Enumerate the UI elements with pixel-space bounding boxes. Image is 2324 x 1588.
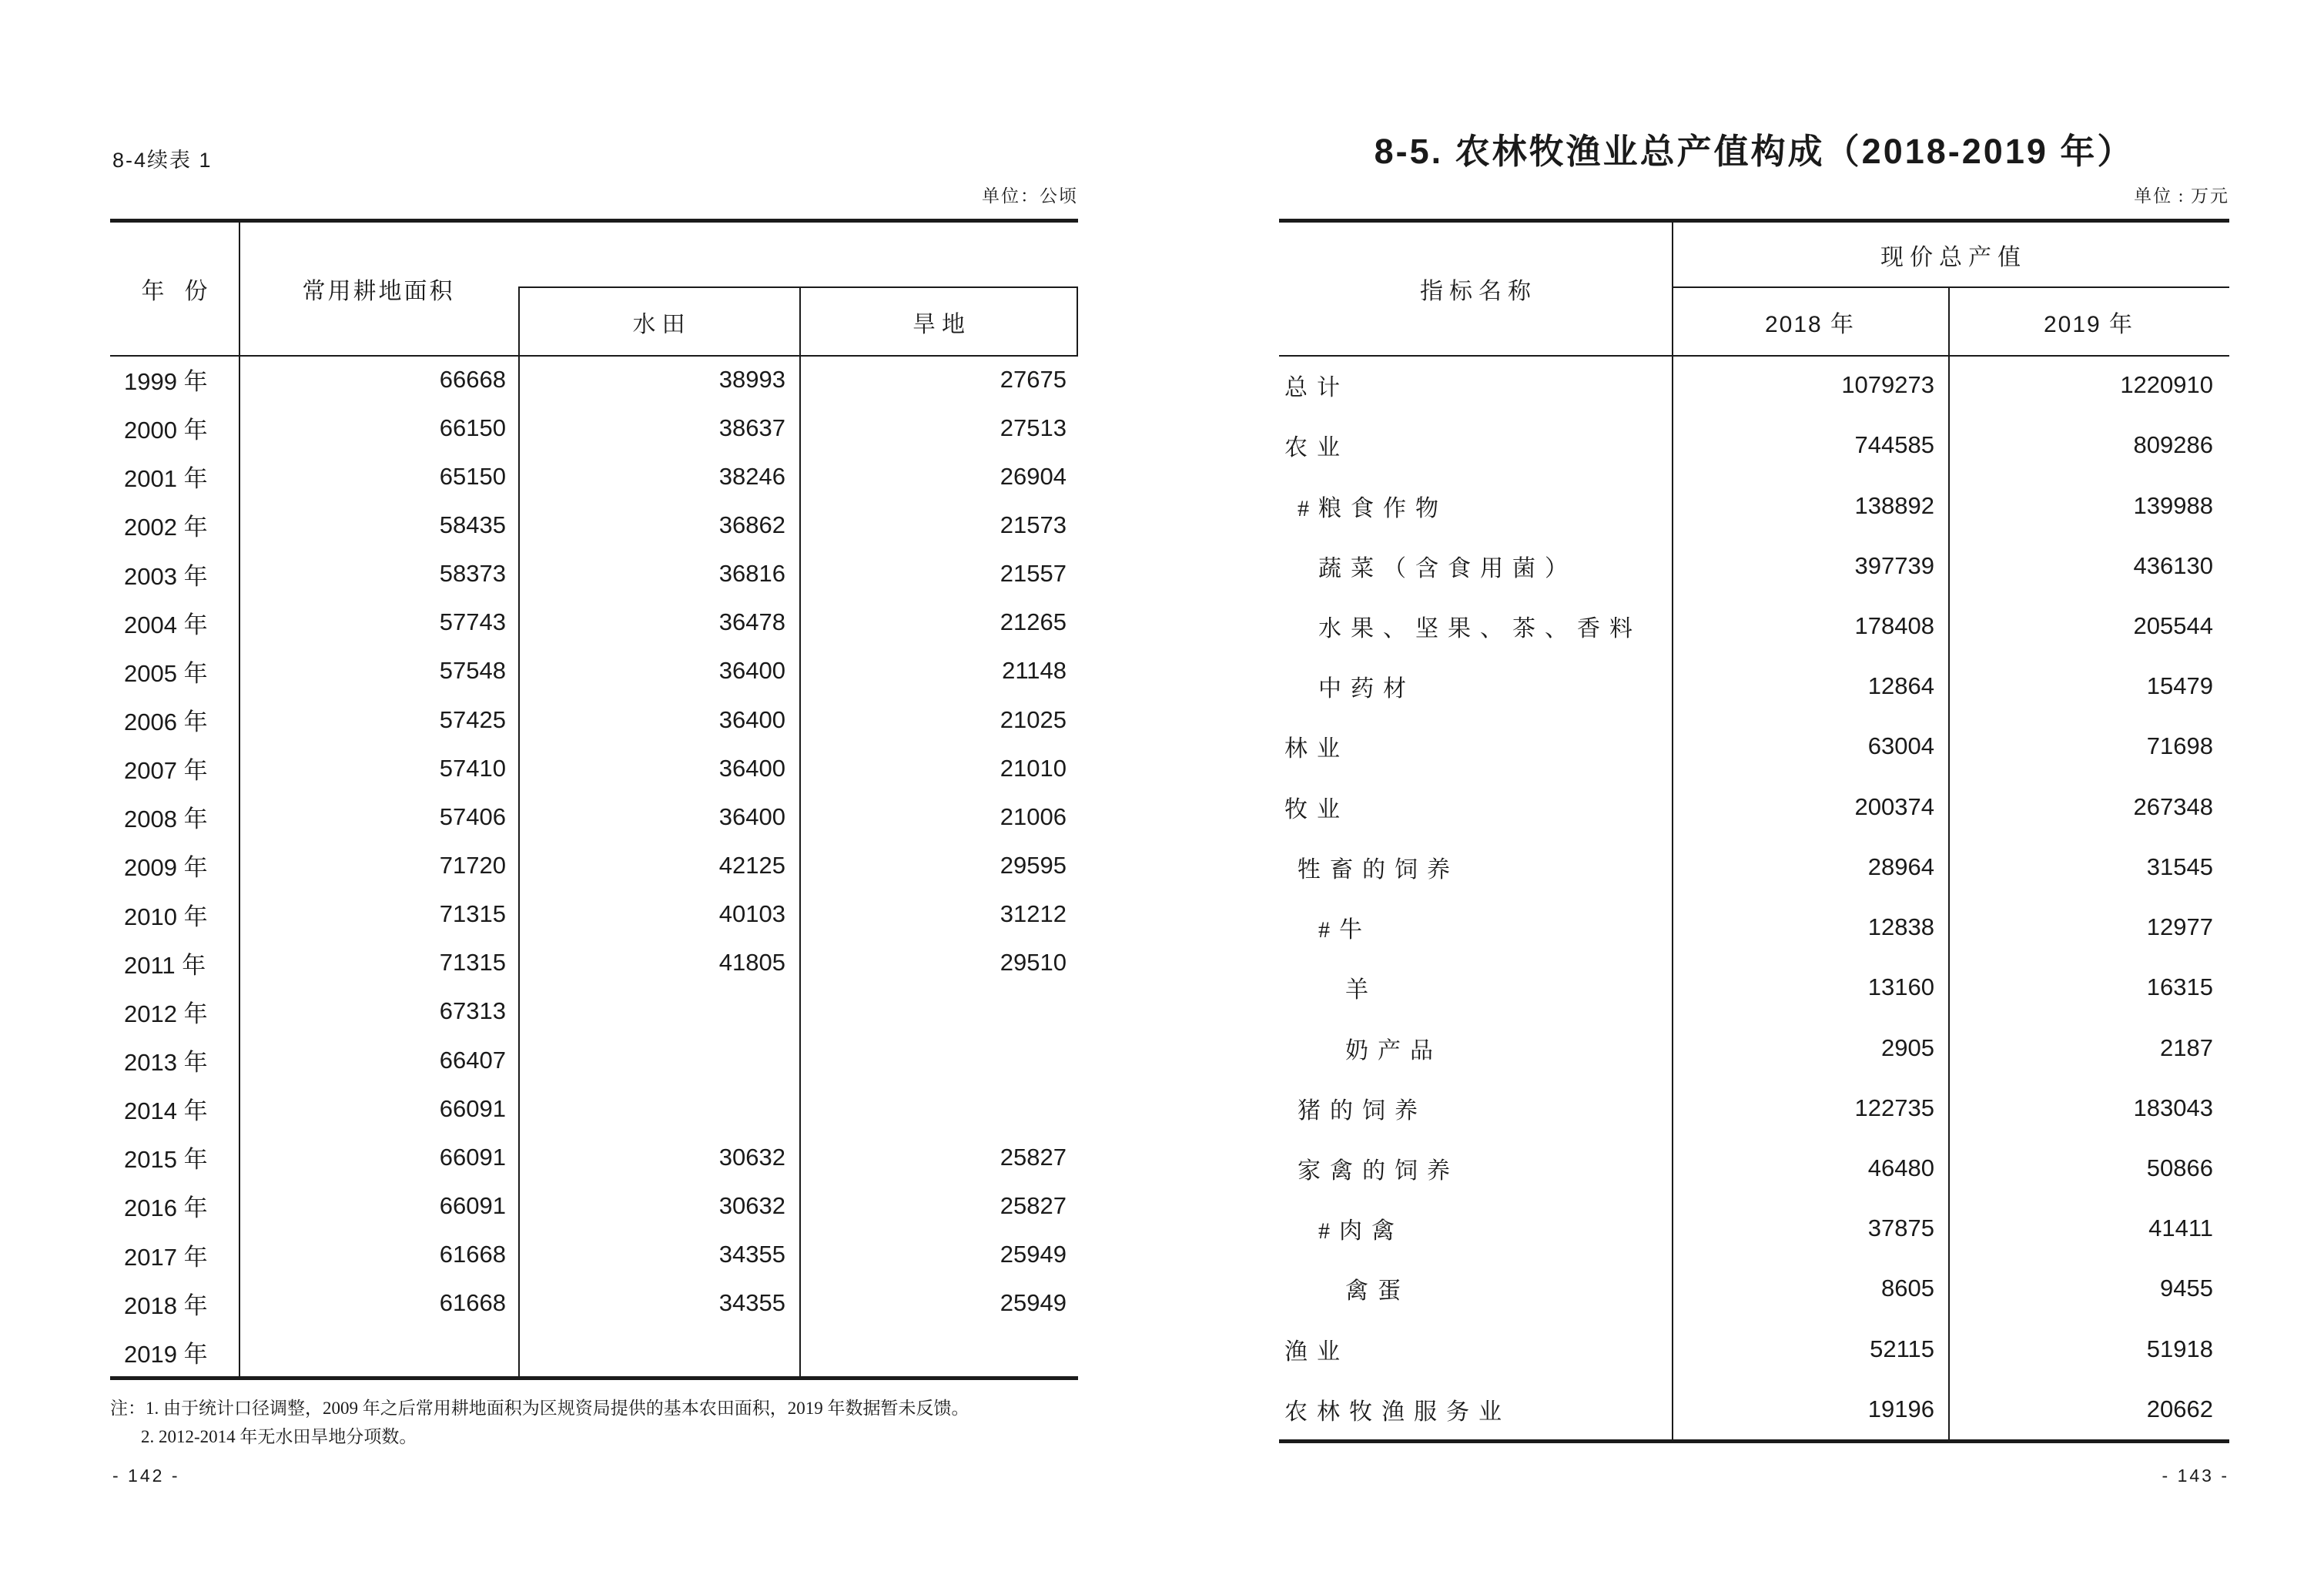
paddy-cell: 36862 [718, 511, 785, 538]
table-row [1279, 656, 2229, 716]
right-unit-label: 单位 : 万元 [2134, 186, 2229, 206]
dry-cell: 27675 [1000, 365, 1067, 393]
table-row [1279, 777, 2229, 837]
value-2019-cell: 51918 [2146, 1335, 2213, 1362]
indicator-cell: 中药材 [1318, 676, 1415, 702]
area-cell: 66407 [439, 1046, 506, 1074]
value-2018-cell: 63004 [1867, 732, 1934, 760]
table-row [1279, 355, 2229, 415]
table-row [1279, 1198, 2229, 1258]
header-indicator-name: 指标名称 [1420, 279, 1537, 304]
indicator-cell: 农林牧渔服务业 [1284, 1399, 1511, 1425]
dry-cell: 21010 [1000, 754, 1067, 782]
indicator-cell: #肉禽 [1318, 1218, 1404, 1245]
value-2019-cell: 809286 [2133, 431, 2213, 459]
indicator-cell: 家禽的饲养 [1298, 1157, 1459, 1184]
output-value-table [1279, 219, 2229, 1443]
value-2018-cell: 138892 [1854, 491, 1934, 519]
value-2019-cell: 9455 [2160, 1275, 2213, 1302]
year-cell: 2016 年 [124, 1194, 208, 1222]
value-2018-cell: 37875 [1867, 1214, 1934, 1242]
table-row [1279, 957, 2229, 1017]
table-row [110, 1036, 1078, 1084]
value-2019-cell: 139988 [2133, 491, 2213, 519]
paddy-cell: 30632 [718, 1143, 785, 1171]
table-row [110, 1181, 1078, 1230]
left-unit-label: 单位：公顷 [982, 186, 1078, 206]
table-row [1279, 837, 2229, 897]
year-cell: 2013 年 [124, 1049, 208, 1077]
indicator-cell: 猪的饲养 [1298, 1097, 1427, 1124]
dry-cell [799, 1036, 1078, 1084]
table-row [110, 939, 1078, 987]
area-cell: 67313 [439, 997, 506, 1025]
table-row [1279, 1379, 2229, 1439]
indicator-cell: 渔业 [1284, 1338, 1349, 1365]
dry-cell: 26904 [1000, 462, 1067, 490]
table-row [110, 1231, 1078, 1279]
area-cell: 66668 [439, 365, 506, 393]
paddy-cell [518, 1036, 799, 1084]
paddy-cell: 36816 [718, 560, 785, 588]
value-2018-cell: 46480 [1867, 1154, 1934, 1181]
table-row [110, 890, 1078, 939]
area-cell: 65150 [439, 462, 506, 490]
land-table-body [110, 355, 1078, 1376]
table-row [110, 1133, 1078, 1181]
paddy-cell: 41805 [718, 949, 785, 977]
area-cell: 71315 [439, 900, 506, 928]
table-row [110, 695, 1078, 744]
value-2018-cell: 397739 [1854, 551, 1934, 579]
table-row [1279, 1138, 2229, 1198]
paddy-cell: 42125 [718, 851, 785, 879]
year-cell: 2000 年 [124, 417, 208, 444]
paddy-cell: 38246 [718, 462, 785, 490]
value-2019-cell: 41411 [2148, 1214, 2213, 1242]
value-2018-cell: 744585 [1854, 431, 1934, 459]
paddy-cell: 38637 [718, 414, 785, 441]
dry-cell [799, 987, 1078, 1036]
year-cell: 2004 年 [124, 611, 208, 638]
year-cell: 1999 年 [124, 368, 208, 396]
paddy-cell: 34355 [718, 1289, 785, 1317]
paddy-cell: 36400 [718, 657, 785, 685]
area-cell: 71720 [439, 851, 506, 879]
year-cell: 2011 年 [124, 951, 206, 979]
table-bottom-rule [110, 1376, 1078, 1380]
indicator-cell: 农业 [1284, 435, 1349, 461]
value-2018-cell: 12838 [1867, 913, 1934, 941]
dry-cell: 25949 [1000, 1289, 1067, 1317]
left-page-number: - 142 - [112, 1466, 180, 1486]
table-row [110, 1328, 1078, 1376]
dry-cell: 21006 [1000, 802, 1067, 830]
value-2019-cell: 31545 [2146, 853, 2213, 880]
value-2018-cell: 52115 [1870, 1335, 1934, 1362]
area-cell [239, 1328, 518, 1376]
header-year-2019: 2019 年 [2043, 311, 2135, 337]
paddy-cell [518, 987, 799, 1036]
left-table-label: 8-4续表 1 [112, 149, 213, 172]
year-cell: 2014 年 [124, 1097, 208, 1125]
right-page-number: - 143 - [2162, 1466, 2229, 1486]
area-cell: 57410 [439, 754, 506, 782]
header-dry-land: 旱地 [913, 311, 971, 337]
header-year: 年份 [141, 279, 228, 304]
area-cell: 66091 [439, 1191, 506, 1219]
dry-cell: 29510 [1000, 949, 1067, 977]
paddy-cell [518, 1084, 799, 1133]
table-row [1279, 1258, 2229, 1318]
value-2019-cell: 50866 [2146, 1154, 2213, 1181]
indicator-cell: 禽蛋 [1345, 1278, 1410, 1305]
dry-cell [799, 1084, 1078, 1133]
dry-cell: 21025 [1000, 705, 1067, 733]
paddy-cell [518, 1328, 799, 1376]
value-2018-cell: 28964 [1867, 853, 1934, 880]
paddy-cell: 36400 [718, 754, 785, 782]
value-2018-cell: 1079273 [1841, 371, 1934, 399]
paddy-cell: 40103 [718, 900, 785, 928]
value-2018-cell: 12864 [1867, 672, 1934, 700]
dry-cell [799, 1328, 1078, 1376]
value-2019-cell: 20662 [2146, 1395, 2213, 1422]
dry-cell: 21265 [1000, 608, 1067, 636]
value-2018-cell: 200374 [1854, 792, 1934, 820]
value-2019-cell: 205544 [2133, 611, 2213, 639]
header-cultivated-area: 常用耕地面积 [302, 279, 455, 304]
value-2018-cell: 122735 [1854, 1094, 1934, 1121]
area-cell: 66150 [439, 414, 506, 441]
area-cell: 57548 [439, 657, 506, 685]
year-cell: 2009 年 [124, 854, 208, 882]
area-cell: 58435 [439, 511, 506, 538]
value-2019-cell: 16315 [2146, 973, 2213, 1001]
value-2018-cell: 2905 [1881, 1034, 1934, 1061]
indicator-cell: 羊 [1345, 977, 1378, 1003]
note-line: 2. 2012-2014 年无水田旱地分项数。 [141, 1427, 417, 1446]
table-row [110, 1279, 1078, 1328]
indicator-cell: 蔬菜（含食用菌） [1318, 555, 1577, 581]
table-row [110, 404, 1078, 452]
year-cell: 2010 年 [124, 903, 208, 930]
table-row [110, 598, 1078, 647]
dry-cell: 31212 [1000, 900, 1067, 928]
land-table [110, 219, 1078, 1380]
value-2019-cell: 15479 [2146, 672, 2213, 700]
right-table-title: 8-5. 农林牧渔业总产值构成（2018-2019 年） [1374, 132, 2135, 171]
dry-cell: 21557 [1000, 560, 1067, 588]
area-cell: 61668 [439, 1241, 506, 1268]
area-cell: 66091 [439, 1094, 506, 1122]
value-2019-cell: 267348 [2133, 792, 2213, 820]
year-cell: 2012 年 [124, 1000, 208, 1027]
dry-cell: 25827 [1000, 1143, 1067, 1171]
area-cell: 66091 [439, 1143, 506, 1171]
indicator-cell: 奶产品 [1345, 1037, 1442, 1064]
value-2019-cell: 2187 [2160, 1034, 2213, 1061]
paddy-cell: 36400 [718, 705, 785, 733]
table-row [1279, 716, 2229, 776]
value-2018-cell: 178408 [1854, 611, 1934, 639]
paddy-cell: 38993 [718, 365, 785, 393]
table-row [110, 1084, 1078, 1133]
year-cell: 2015 年 [124, 1146, 208, 1174]
table-row [110, 452, 1078, 501]
year-cell: 2019 年 [124, 1340, 208, 1368]
indicator-cell: #粮食作物 [1298, 495, 1448, 521]
table-row [1279, 1017, 2229, 1077]
indicator-cell: 牧业 [1284, 796, 1349, 822]
year-cell: 2001 年 [124, 465, 208, 493]
area-cell: 61668 [439, 1289, 506, 1317]
table-row [1279, 415, 2229, 475]
year-cell: 2003 年 [124, 562, 208, 590]
table-row [1279, 536, 2229, 596]
area-cell: 71315 [439, 949, 506, 977]
table-row [1279, 1078, 2229, 1138]
table-row [1279, 1319, 2229, 1379]
year-cell: 2006 年 [124, 709, 208, 736]
indicator-cell: 牲畜的饲养 [1298, 856, 1459, 883]
value-2019-cell: 436130 [2133, 551, 2213, 579]
note-line: 注：1. 由于统计口径调整，2009 年之后常用耕地面积为区规资局提供的基本农田面积，2019 年数据暂未反馈。 [110, 1399, 969, 1418]
header-current-price-output: 现价总产值 [1880, 244, 2027, 270]
year-cell: 2007 年 [124, 757, 208, 785]
paddy-cell: 34355 [718, 1241, 785, 1268]
paddy-cell: 36478 [718, 608, 785, 636]
table-row [110, 355, 1078, 404]
dry-cell: 25949 [1000, 1241, 1067, 1268]
year-cell: 2017 年 [124, 1243, 208, 1271]
indicator-cell: 总计 [1284, 375, 1349, 401]
indicator-cell: #牛 [1318, 917, 1371, 943]
value-2019-cell: 183043 [2133, 1094, 2213, 1121]
area-cell: 58373 [439, 560, 506, 588]
year-cell: 2002 年 [124, 514, 208, 541]
year-cell: 2005 年 [124, 659, 208, 687]
dry-cell: 21148 [1002, 657, 1067, 685]
output-table-body [1279, 355, 2229, 1439]
area-cell: 57743 [439, 608, 506, 636]
year-cell: 2018 年 [124, 1292, 208, 1319]
table-row [110, 987, 1078, 1036]
table-row [110, 501, 1078, 549]
table-row [110, 647, 1078, 695]
table-bottom-rule [1279, 1439, 2229, 1443]
table-row [110, 744, 1078, 792]
table-row [1279, 596, 2229, 656]
table-row [110, 841, 1078, 889]
indicator-cell: 水果、坚果、茶、香料 [1318, 615, 1642, 642]
table-row [1279, 475, 2229, 535]
area-cell: 57425 [439, 705, 506, 733]
year-cell: 2008 年 [124, 806, 208, 833]
paddy-cell: 30632 [718, 1191, 785, 1219]
table-notes [110, 1394, 1134, 1451]
table-row [110, 550, 1078, 598]
indicator-cell: 林业 [1284, 736, 1349, 762]
table-row [110, 792, 1078, 841]
value-2019-cell: 12977 [2146, 913, 2213, 941]
area-cell: 57406 [439, 802, 506, 830]
table-row [1279, 897, 2229, 957]
dry-cell: 27513 [1000, 414, 1067, 441]
paddy-cell: 36400 [718, 802, 785, 830]
dry-cell: 29595 [1000, 851, 1067, 879]
header-year-2018: 2018 年 [1764, 311, 1856, 337]
dry-cell: 21573 [1000, 511, 1067, 538]
value-2018-cell: 13160 [1867, 973, 1934, 1001]
header-paddy-field: 水田 [632, 311, 692, 337]
value-2019-cell: 71698 [2146, 732, 2213, 760]
dry-cell: 25827 [1000, 1191, 1067, 1219]
value-2019-cell: 1220910 [2120, 371, 2213, 399]
value-2018-cell: 19196 [1867, 1395, 1934, 1422]
value-2018-cell: 8605 [1881, 1275, 1934, 1302]
